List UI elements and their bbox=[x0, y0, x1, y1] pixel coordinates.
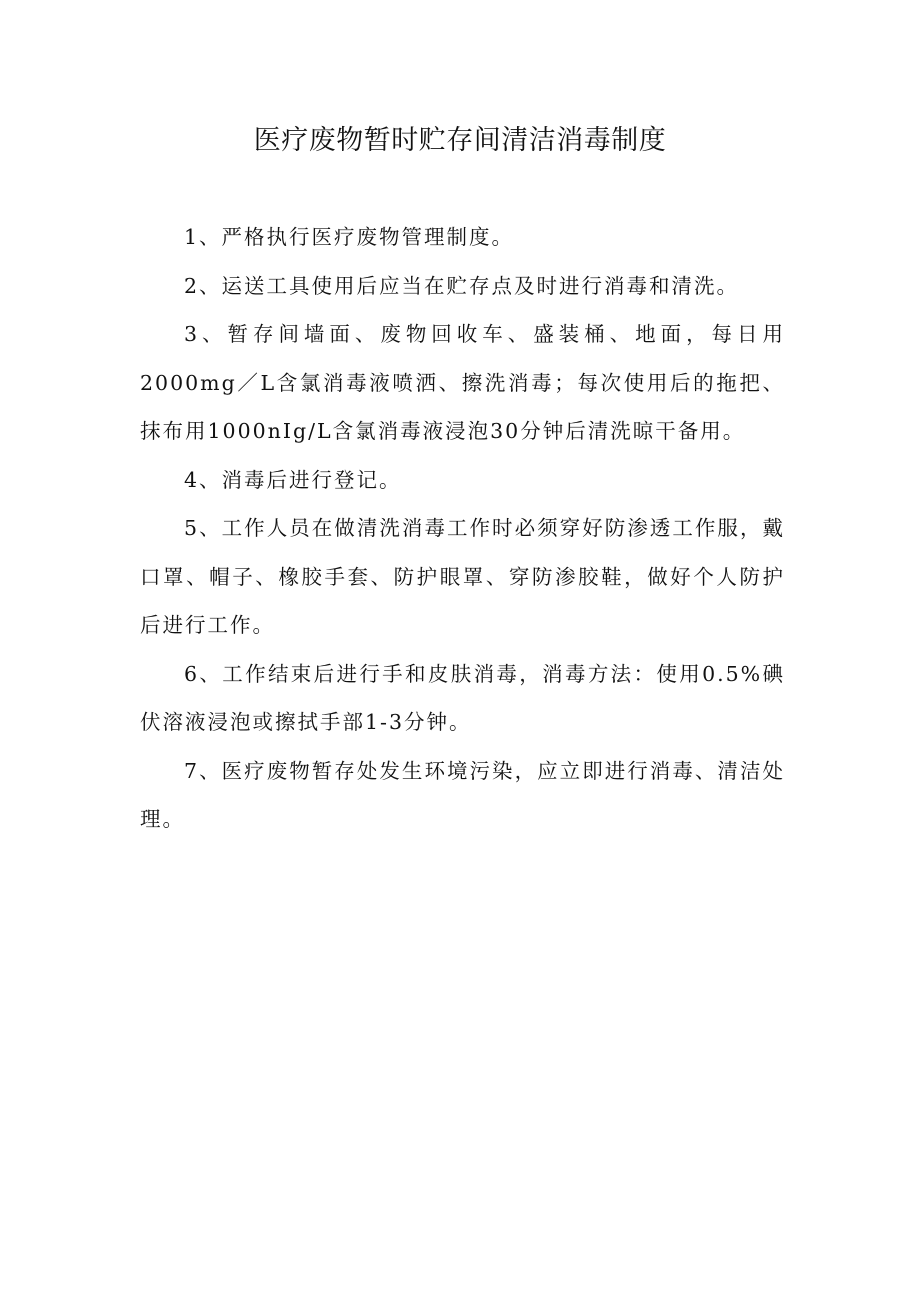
paragraph-2: 2、运送工具使用后应当在贮存点及时进行消毒和清洗。 bbox=[184, 273, 740, 298]
document-body bbox=[140, 213, 785, 844]
paragraph-1: 1、严格执行医疗废物管理制度。 bbox=[184, 225, 515, 249]
paragraph-7: 7、医疗废物暂存处发生环境污染，应立即进行消毒、清洁处理。 bbox=[140, 758, 785, 831]
paragraph-6: 6、工作结束后进行手和皮肤消毒，消毒方法：使用0.5%碘伏溶液浸泡或擦拭手部1-3分钟。 bbox=[140, 661, 785, 734]
document-title: 医疗废物暂时贮存间清洁消毒制度 bbox=[253, 125, 667, 156]
paragraph-4: 4、消毒后进行登记。 bbox=[184, 467, 402, 492]
paragraph-5: 5、工作人员在做清洗消毒工作时必须穿好防渗透工作服，戴口罩、帽子、橡胶手套、防护眼罩、穿防渗胶鞋，做好个人防护后进行工作。 bbox=[140, 516, 785, 637]
paragraph-3: 3、暂存间墙面、废物回收车、盛装桶、地面，每日用2000mg／L含氯消毒液喷洒、擦洗消毒；每次使用后的拖把、抹布用1000nIg/L含氯消毒液浸泡30分钟后清洗晾干备用。 bbox=[140, 322, 785, 443]
